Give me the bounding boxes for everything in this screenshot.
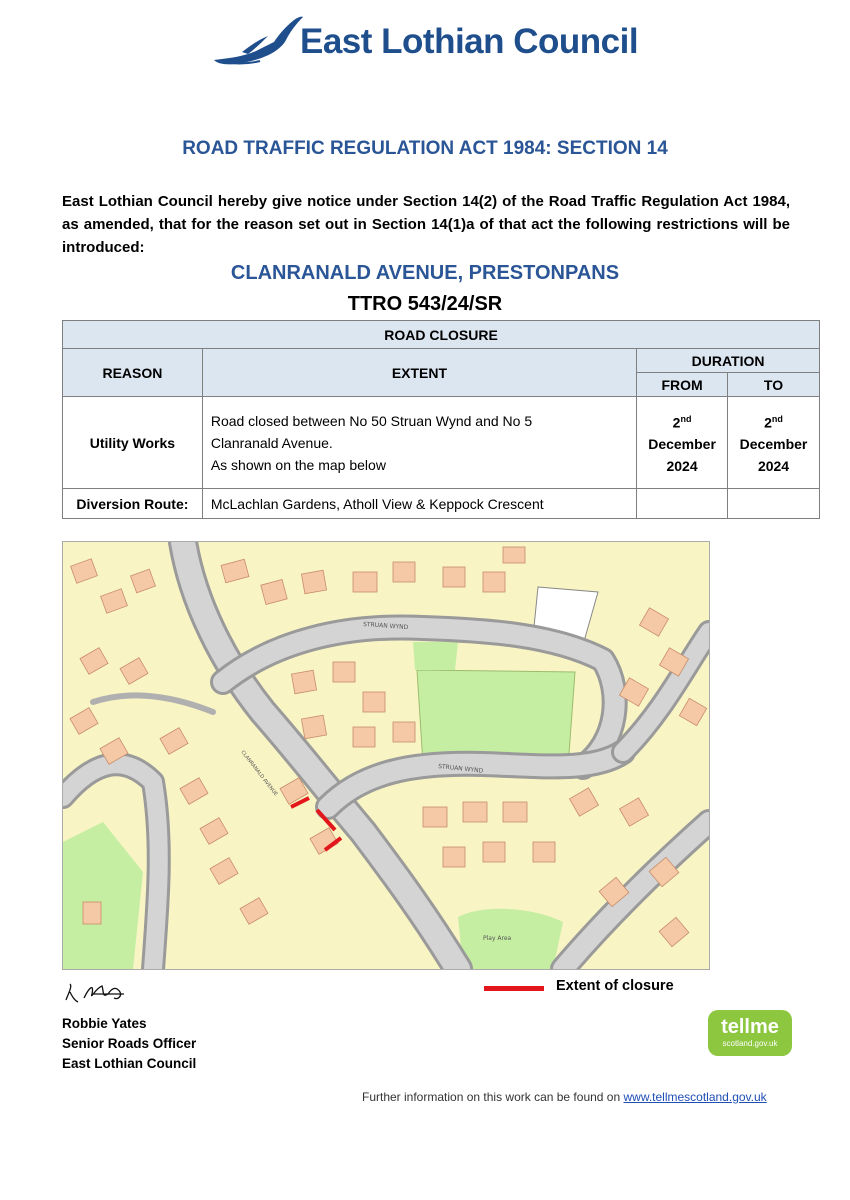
signatory-block [62, 1014, 196, 1074]
green-strip [413, 642, 458, 670]
from-day: 2 [672, 414, 681, 431]
diversion-route: McLachlan Gardens, Atholl View & Keppock Crescent [202, 489, 636, 519]
extent-line-3: As shown on the map below [210, 456, 386, 473]
closure-map [62, 541, 710, 970]
footer-link[interactable]: www.tellmescotland.gov.uk [623, 1090, 767, 1104]
table-caption: ROAD CLOSURE [63, 321, 820, 349]
to-month: December [739, 436, 808, 453]
diversion-label: Diversion Route: [63, 489, 203, 519]
from-date-cell [637, 397, 728, 489]
to-date-cell [728, 397, 820, 489]
signature-text: R Yates [62, 980, 66, 981]
col-header-to: TO [728, 373, 820, 397]
map-label-clanranald-avenue: CLANRANALD AVENUE [239, 749, 279, 798]
map-label-play-area: Play Area [483, 935, 512, 942]
signatory-org: East Lothian Council [62, 1056, 197, 1071]
to-year: 2024 [757, 458, 790, 475]
from-month: December [648, 436, 716, 453]
legend-closure-label: Extent of closure [556, 978, 674, 994]
to-day: 2 [764, 414, 772, 431]
map-label-struan-wynd-south: STRUAN WYND [437, 763, 484, 775]
council-name-logo: East Lothian Council [300, 22, 639, 61]
tellme-domain: scotland.gov.uk [722, 1039, 778, 1048]
signatory-name: Robbie Yates [62, 1016, 147, 1031]
footer-text: Further information on this work can be found on [362, 1090, 621, 1104]
legend-closure-swatch [484, 986, 544, 991]
diversion-empty-from [637, 489, 728, 519]
act-title: ROAD TRAFFIC REGULATION ACT 1984: SECTION 14 [182, 138, 668, 159]
signature [62, 980, 132, 1006]
from-day-suffix: nd [680, 413, 692, 424]
diversion-empty-to [728, 489, 820, 519]
map-label-struan-wynd-north: STRUAN WYND [362, 621, 409, 632]
signatory-title: Senior Roads Officer [62, 1036, 197, 1051]
extent-line-1: Road closed between No 50 Struan Wynd and No 5 [210, 412, 533, 429]
extent-line-2: Clanranald Avenue. [210, 434, 333, 451]
tellme-brand: tellme [721, 1016, 779, 1038]
council-logo-bird-icon [212, 14, 304, 70]
footer [362, 1090, 767, 1104]
closure-table [62, 320, 820, 519]
street-heading: CLANRANALD AVENUE, PRESTONPANS [230, 262, 620, 284]
to-day-suffix: nd [771, 413, 783, 424]
tellme-scotland-logo [708, 1010, 792, 1056]
col-header-reason: REASON [63, 349, 203, 397]
from-year: 2024 [666, 458, 698, 475]
extent-cell [202, 397, 636, 489]
intro-paragraph: East Lothian Council hereby give notice under Section 14(2) of the Road Traffic Regulation Act 1984, as amended, that for the reason set out in Section 14(1)a of that act the following restrictions will be introduced: [62, 193, 790, 256]
col-header-from: FROM [637, 373, 728, 397]
col-header-duration: DURATION [637, 349, 820, 373]
col-header-extent: EXTENT [202, 349, 636, 397]
reason-cell: Utility Works [63, 397, 203, 489]
order-reference: TTRO 543/24/SR [347, 293, 503, 315]
